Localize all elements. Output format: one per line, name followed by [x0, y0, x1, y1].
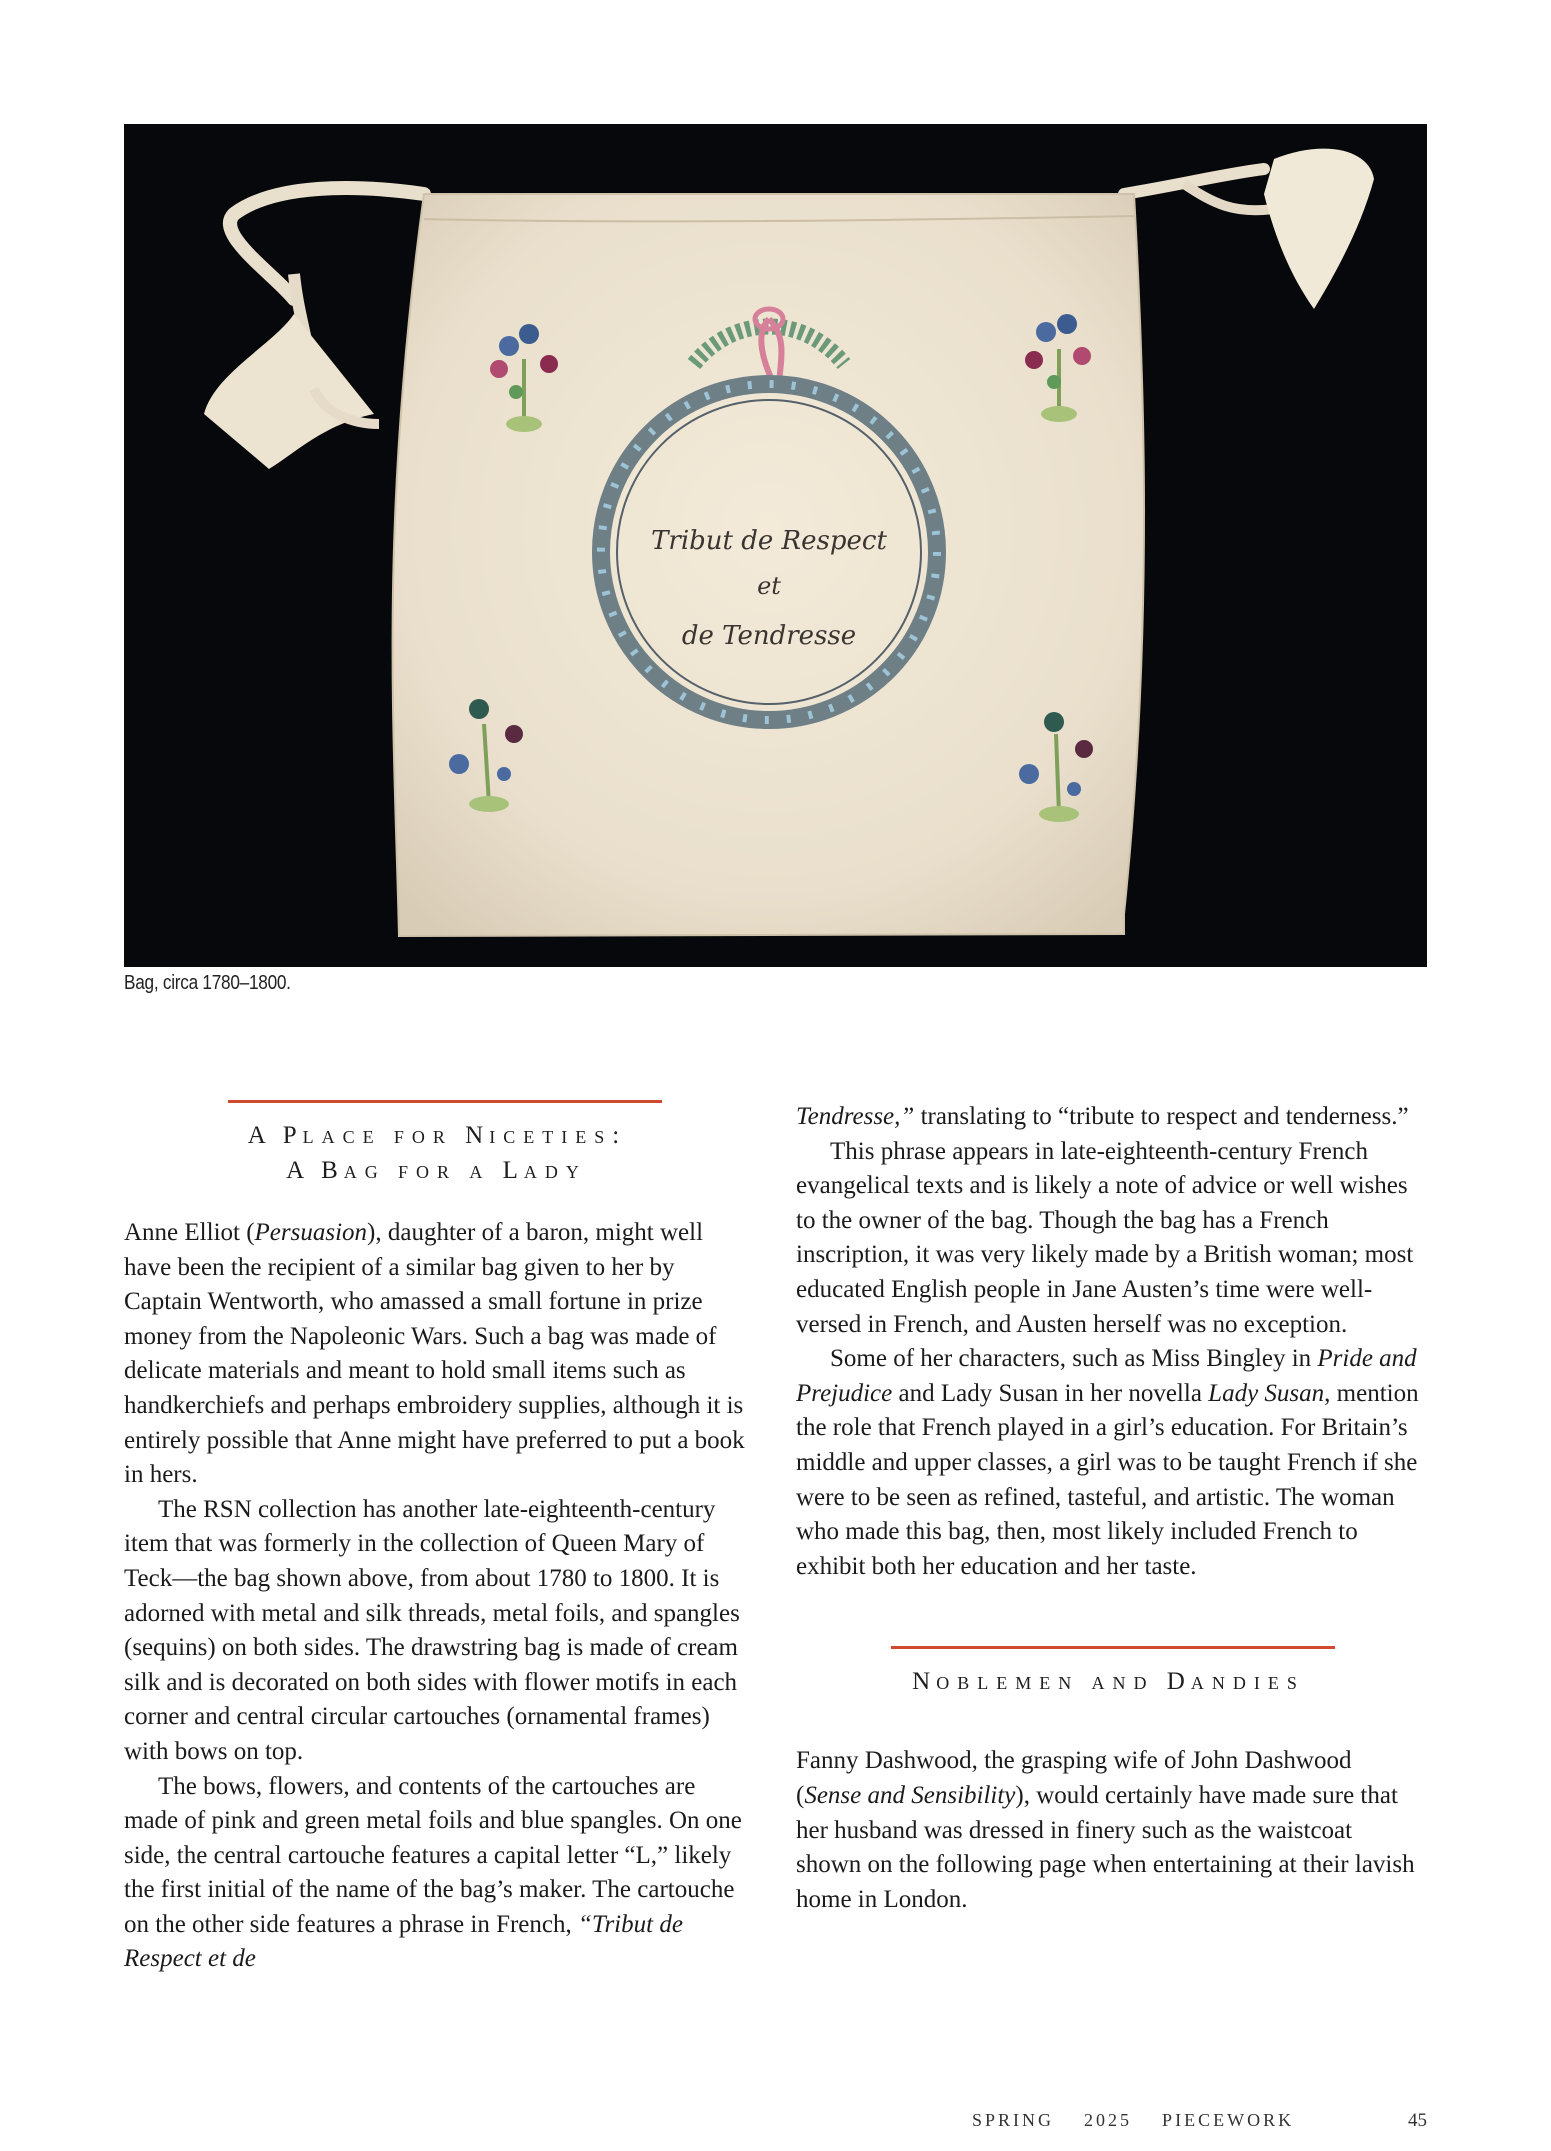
paragraph: Tendresse,” translating to “tribute to respect and tenderness.”	[796, 1103, 1409, 1130]
footer-magazine: PIECEWORK	[1162, 2110, 1295, 2130]
inscription-line-3: de Tendresse	[681, 621, 857, 651]
paragraph: Some of her characters, such as Miss Bingley in Pride and Prejudice and Lady Susan in her novella Lady Susan, mention the role that French played in a girl’s education. For Britain’s middle and upper classes, a girl was to be taught French if she were to be seen as refined, tasteful, and artistic. The woman who made this bag, then, most likely included French to exhibit both her education and her taste.	[796, 1345, 1419, 1580]
paragraph: Fanny Dashwood, the grasping wife of John Dashwood (Sense and Sensibility), would certainly have made sure that her husband was dressed in finery such as the waistcoat shown on the following page when entertaining at their lavish home in London.	[796, 1747, 1415, 1913]
paragraph: The bows, flowers, and contents of the cartouches are made of pink and green metal foils and blue spangles. On one side, the central cartouche features a capital letter “L,” likely the first initial of the name of the bag’s maker. The cartouche on the other side features a phrase in French, “Tribut de Respect et de	[124, 1772, 742, 1973]
footer-year: 2025	[1084, 2110, 1133, 2130]
paragraph: The RSN collection has another late-eighteenth-century item that was formerly in the collection of Queen Mary of Teck—the bag shown above, from about 1780 to 1800. It is adorned with metal and silk threads, metal foils, and spangles (sequins) on both sides. The drawstring bag is made of cream silk and is decorated on both sides with flower motifs in each corner and central circular cartouches (ornamental frames) with bows on top.	[124, 1495, 740, 1765]
heading-line-1: A PLACE FOR NICETIES:	[247, 1122, 626, 1149]
section-2	[796, 1646, 1421, 1917]
section-rule	[228, 1100, 662, 1103]
bag-photograph	[124, 124, 1427, 967]
left-column	[124, 1100, 749, 1977]
inscription-line-1: Tribut de Respect	[651, 526, 887, 556]
right-column	[796, 1100, 1421, 1917]
section-heading-2	[796, 1665, 1421, 1700]
paragraph: This phrase appears in late-eighteenth-century French evangelical texts and is likely a note of advice or well wishes to the owner of the bag. Though the bag has a French inscription, it was very likely made by a British woman; most educated English people in Jane Austen’s time were well-versed in French, and Austen herself was no exception.	[796, 1137, 1414, 1338]
paragraph: Anne Elliot (Persuasion), daughter of a baron, might well have been the recipient of a similar bag given to her by Captain Wentworth, who amassed a small fortune in prize money from the Napoleonic Wars. Such a bag was made of delicate materials and meant to hold small items such as handkerchiefs and perhaps embroidery supplies, although it is entirely possible that Anne might have preferred to put a book in hers.	[124, 1219, 745, 1489]
inscription-line-2: et	[757, 572, 781, 600]
section-rule	[891, 1646, 1335, 1649]
photo-caption: Bag, circa 1780–1800.	[124, 972, 291, 994]
heading-line-2: A BAG FOR A LADY	[286, 1157, 587, 1184]
heading-line: NOBLEMEN AND DANDIES	[912, 1668, 1305, 1696]
section-heading-1	[124, 1119, 749, 1189]
page-footer	[972, 2110, 1427, 2131]
bag-illustration	[124, 124, 1427, 967]
footer-season: SPRING	[972, 2110, 1055, 2130]
page-number: 45	[1408, 2110, 1427, 2131]
